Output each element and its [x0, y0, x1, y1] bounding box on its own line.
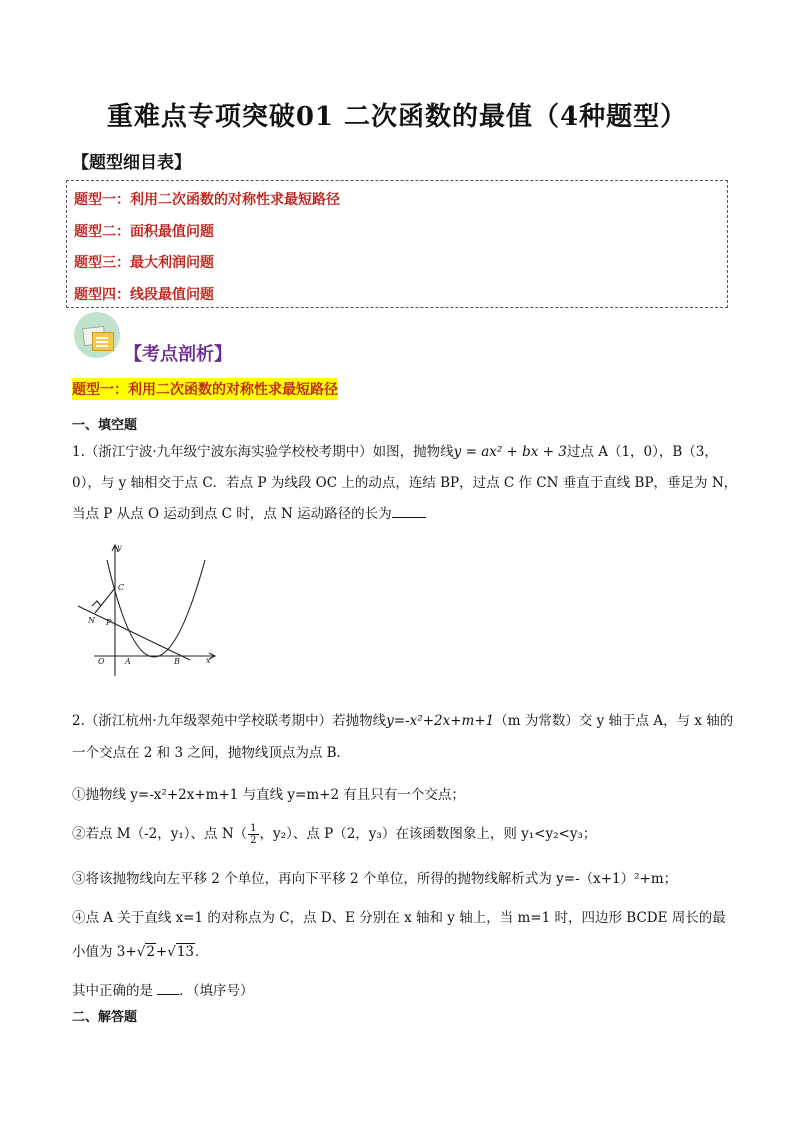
right-angle-mark [92, 601, 101, 606]
q1-line-3 [72, 502, 426, 522]
toc-heading: 【题型细目表】 [72, 153, 191, 173]
toc-box [66, 180, 728, 308]
q2-line-2: 一个交点在 2 和 3 之间，抛物线顶点为点 B． [72, 745, 351, 761]
q1-formula: y = ax² + bx + 3 [453, 444, 567, 460]
q1-text-b: 过点 A（1，0），B（3， [566, 444, 718, 460]
radicand-1: 2 [146, 944, 155, 960]
q2-line-1 [72, 709, 733, 729]
label-x: x [206, 656, 211, 665]
q2-statement-2 [72, 822, 596, 846]
label-b: B [174, 657, 180, 666]
line-bp [78, 606, 190, 660]
q2-text-b: （m 为常数）交 y 轴于点 A，与 x 轴的 [494, 713, 734, 729]
parabola-figure [70, 540, 220, 680]
label-y: y [117, 543, 122, 552]
toc-item-4[interactable]: 题型四：线段最值问题 [74, 287, 214, 303]
q2-answer-blank[interactable] [157, 982, 179, 995]
q2-statement-1: ①抛物线 y=-x²+2x+m+1 与直线 y=m+2 有且只有一个交点； [72, 787, 465, 803]
label-n: N [88, 616, 95, 625]
q2-formula: y=-x²+2x+m+1 [386, 713, 495, 729]
page-title: 重难点专项突破01 二次函数的最值（4种题型） [106, 102, 688, 132]
q2-statement-4-line-1: ④点 A 关于直线 x=1 的对称点为 C，点 D、E 分别在 x 轴和 y 轴上，当 m=1 时，四边形 BCDE 周长的最 [72, 910, 726, 926]
toc-item-3[interactable]: 题型三：最大利润问题 [74, 255, 214, 271]
toc-item-2[interactable]: 题型二：面积最值问题 [74, 224, 214, 240]
q1-text-c: 当点 P 从点 O 运动到点 C 时，点 N 运动路径的长为 [72, 506, 392, 522]
q2-text-a: 2.（浙江杭州·九年级翠苑中学校联考期中）若抛物线 [72, 713, 387, 729]
sqrt-icon: √ [136, 944, 146, 960]
label-c: C [118, 583, 125, 592]
label-o: O [98, 657, 105, 666]
label-p: P [106, 618, 112, 627]
q2-ask: 其中正确的是 ．（填序号） [72, 983, 254, 999]
q2-s2-text-b: ，y₂）、点 P（2，y₃）在该函数图象上，则 y₁<y₂<y₃； [259, 826, 597, 842]
label-a: A [125, 657, 131, 666]
parabola-curve [107, 560, 205, 657]
toc-item-1[interactable]: 题型一：利用二次函数的对称性求最短路径 [74, 192, 340, 208]
q1-answer-blank[interactable] [392, 505, 426, 518]
analysis-heading: 【考点剖析】 [124, 344, 232, 365]
fill-in-heading: 一、填空题 [72, 418, 138, 433]
q2-s2-text-a: ②若点 M（-2，y₁）、点 N（ [72, 826, 248, 842]
sqrt-icon: √ [167, 944, 176, 960]
q1-line-2: 0），与 y 轴相交于点 C．若点 P 为线段 OC 上的动点，连结 BP，过点 C 作 CN 垂直于直线 BP，垂足为 N， [72, 475, 738, 491]
q2-statement-3: ③将该抛物线向左平移 2 个单位，再向下平移 2 个单位，所得的抛物线解析式为 y=-（x+1）²+m； [72, 871, 678, 887]
fraction-half: $\frac{1}{2}$ [250, 823, 257, 846]
q1-line-1 [72, 440, 718, 460]
type-one-title: 题型一：利用二次函数的对称性求最短路径 [72, 378, 338, 400]
notes-icon [74, 312, 120, 358]
q1-text-a: 1.（浙江宁波·九年级宁波东海实验学校校考期中）如图，抛物线 [72, 444, 454, 460]
answer-heading: 二、解答题 [72, 1010, 138, 1025]
radicand-2: 13 [176, 944, 195, 960]
line-cn [95, 588, 115, 613]
q2-statement-4-line-2: 小值为 3+√2+√13． [72, 944, 209, 960]
